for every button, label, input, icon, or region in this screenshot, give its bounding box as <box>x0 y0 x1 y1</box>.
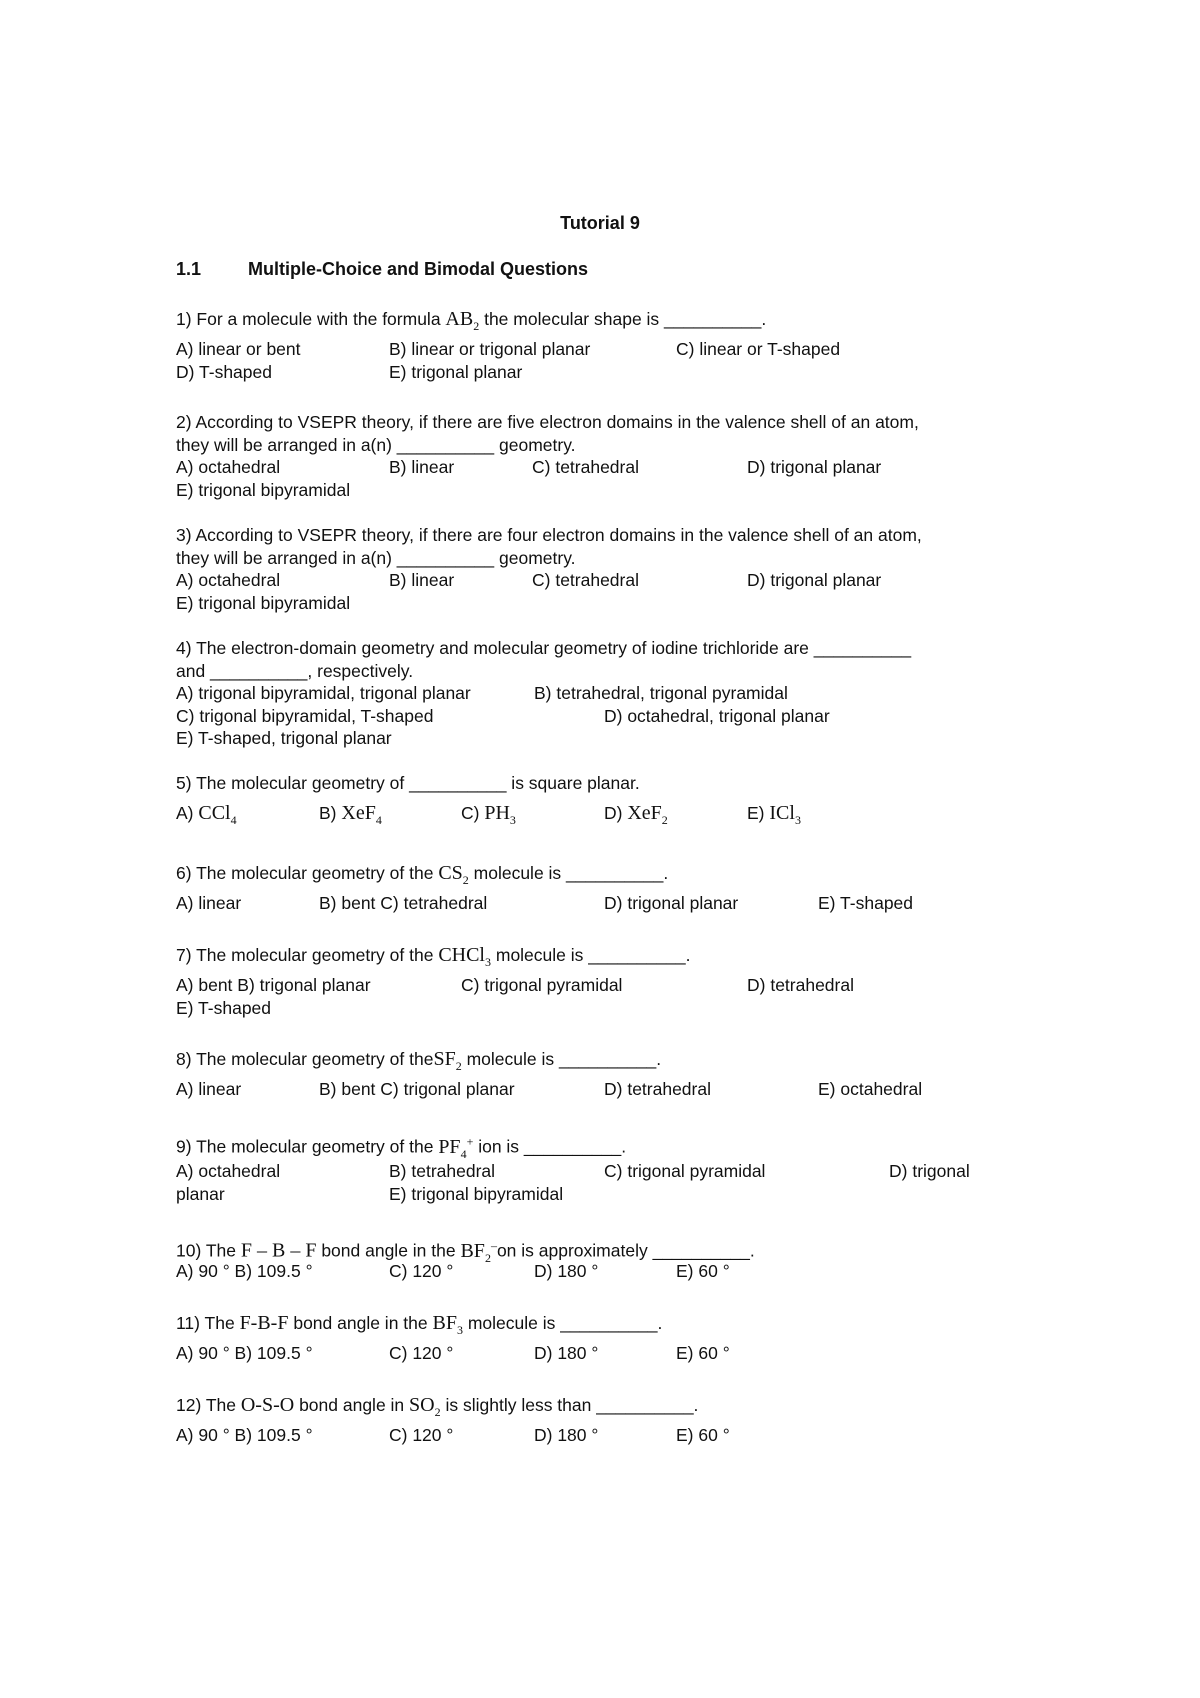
option-a: A) octahedral <box>176 570 281 590</box>
option-d: D) tetrahedral <box>747 975 854 995</box>
option-b: B) tetrahedral <box>389 1161 496 1181</box>
option-c: C) trigonal bipyramidal, T-shaped <box>176 705 434 726</box>
option-a-b: A) 90 ° B) 109.5 ° <box>176 1425 313 1445</box>
option-a-b: A) 90 ° B) 109.5 ° <box>176 1343 313 1363</box>
formula-oso: O-S-O <box>240 1394 295 1416</box>
option-e: E) T-shaped <box>176 997 272 1018</box>
option-d: D) 180 ° <box>534 1261 599 1281</box>
question-9-stem: 9) The molecular geometry of the $PF_4^+$ ion is __________. <box>176 1134 627 1161</box>
formula-ab2: $AB_2$ <box>445 308 480 333</box>
option-c: C) linear or T-shaped <box>676 339 841 359</box>
option-b: B) tetrahedral, trigonal pyramidal <box>534 683 788 703</box>
question-4-stem-line2: and __________, respectively. <box>176 660 414 681</box>
option-e: E) T-shaped <box>818 893 914 913</box>
formula-sf2: $SF_2$ <box>433 1048 462 1073</box>
formula-fbf: F-B-F <box>239 1312 289 1334</box>
option-c: C) trigonal pyramidal <box>461 975 623 995</box>
option-a: A) octahedral <box>176 457 281 477</box>
option-e: E) 60 ° <box>676 1261 730 1281</box>
option-a-b: A) bent B) trigonal planar <box>176 975 371 995</box>
question-5-stem: 5) The molecular geometry of __________ is square planar. <box>176 773 640 793</box>
option-d: D) trigonal <box>889 1161 970 1181</box>
option-e: E) trigonal bipyramidal <box>176 592 351 613</box>
question-4 <box>176 637 911 750</box>
section-number: 1.1 <box>176 259 202 279</box>
question-3-stem-line2: they will be arranged in a(n) __________ geometry. <box>176 547 576 568</box>
option-d: D) XeF$_2$ <box>604 802 668 827</box>
section-title: Multiple-Choice and Bimodal Questions <box>248 259 589 279</box>
option-d: D) T-shaped <box>176 361 272 382</box>
question-10-stem: 10) The F – B – F bond angle in the $BF_2^-on$ is approximately __________. <box>176 1238 755 1265</box>
option-d: D) tetrahedral <box>604 1079 711 1099</box>
option-b-c: B) bent C) tetrahedral <box>319 893 488 913</box>
question-9 <box>176 1130 970 1205</box>
option-c: C) $PH_3$ <box>461 802 516 827</box>
option-a: A) trigonal bipyramidal, trigonal planar <box>176 683 471 703</box>
formula-fbf: F – B – F <box>240 1239 317 1262</box>
option-d: D) 180 ° <box>534 1425 599 1445</box>
question-3-stem-line1: 3) According to VSEPR theory, if there are four electron domains in the valence shell of an atom, <box>176 525 922 545</box>
option-c: C) trigonal pyramidal <box>604 1161 766 1181</box>
section-heading <box>176 259 588 280</box>
option-a: A) linear <box>176 893 242 913</box>
question-3 <box>176 524 922 614</box>
page-title: Tutorial 9 <box>560 213 640 233</box>
formula-pf4-plus: $PF_4^+$ <box>438 1134 474 1161</box>
question-2-stem-line2: they will be arranged in a(n) __________ geometry. <box>176 434 576 455</box>
option-a: A) octahedral <box>176 1161 281 1181</box>
option-a-b: A) 90 ° B) 109.5 ° <box>176 1261 313 1281</box>
option-d: D) octahedral, trigonal planar <box>604 705 830 726</box>
option-d: D) trigonal planar <box>747 457 882 477</box>
question-7-stem: 7) The molecular geometry of the CHCl$_3$ molecule is __________. <box>176 944 691 969</box>
formula-cs2: $CS_2$ <box>438 862 469 887</box>
formula-so2: $SO_2$ <box>409 1394 441 1419</box>
question-12-stem: 12) The O-S-O bond angle in $SO_2$ is slightly less than __________. <box>176 1394 699 1419</box>
option-c: C) 120 ° <box>389 1425 454 1445</box>
option-d: D) 180 ° <box>534 1343 599 1363</box>
question-6 <box>176 862 914 915</box>
question-8-stem: 8) The molecular geometry of theSF$_2$ molecule is __________. <box>176 1048 662 1073</box>
formula-chcl3: CHCl$_3$ <box>438 944 491 969</box>
question-10 <box>176 1234 755 1283</box>
question-1-stem: 1) For a molecule with the formula $AB_2$ the molecular shape is __________. <box>176 308 767 333</box>
option-e: E) trigonal bipyramidal <box>389 1183 564 1204</box>
option-e: E) octahedral <box>818 1079 923 1099</box>
question-1 <box>176 308 841 383</box>
option-d: D) trigonal planar <box>604 893 739 913</box>
option-c: C) 120 ° <box>389 1261 454 1281</box>
option-e: E) T-shaped, trigonal planar <box>176 728 392 748</box>
question-11 <box>176 1312 730 1365</box>
question-4-stem-line1: 4) The electron-domain geometry and molecular geometry of iodine trichloride are __________ <box>176 638 912 658</box>
question-6-stem: 6) The molecular geometry of the $CS_2$ molecule is __________. <box>176 862 669 887</box>
option-e: E) trigonal planar <box>389 361 523 382</box>
option-e: E) trigonal bipyramidal <box>176 479 351 500</box>
formula-bf3: $BF_3$ <box>432 1312 463 1337</box>
question-12 <box>176 1394 730 1447</box>
question-2-stem-line1: 2) According to VSEPR theory, if there are five electron domains in the valence shell of an atom, <box>176 412 919 432</box>
option-e: E) 60 ° <box>676 1425 730 1445</box>
option-b: B) XeF$_4$ <box>319 802 382 827</box>
option-b: B) linear <box>389 570 455 590</box>
question-7 <box>176 944 854 1019</box>
question-5 <box>176 772 801 832</box>
option-c: C) tetrahedral <box>532 457 639 477</box>
option-a: A) linear <box>176 1079 242 1099</box>
question-11-stem: 11) The F-B-F bond angle in the $BF_3$ molecule is __________. <box>176 1312 663 1337</box>
option-a: A) CCl$_4$ <box>176 802 237 827</box>
option-e: E) ICl$_3$ <box>747 802 801 827</box>
option-e: E) 60 ° <box>676 1343 730 1363</box>
formula-bf2-minus: $BF_2^-$ <box>460 1238 497 1265</box>
question-8 <box>176 1048 923 1101</box>
option-c: C) tetrahedral <box>532 570 639 590</box>
option-b: B) linear <box>389 457 455 477</box>
option-b: B) linear or trigonal planar <box>389 339 591 359</box>
option-c: C) 120 ° <box>389 1343 454 1363</box>
option-d-continued: planar <box>176 1183 225 1204</box>
option-a: A) linear or bent <box>176 339 301 359</box>
option-b-c: B) bent C) trigonal planar <box>319 1079 515 1099</box>
question-2 <box>176 411 919 501</box>
option-d: D) trigonal planar <box>747 570 882 590</box>
